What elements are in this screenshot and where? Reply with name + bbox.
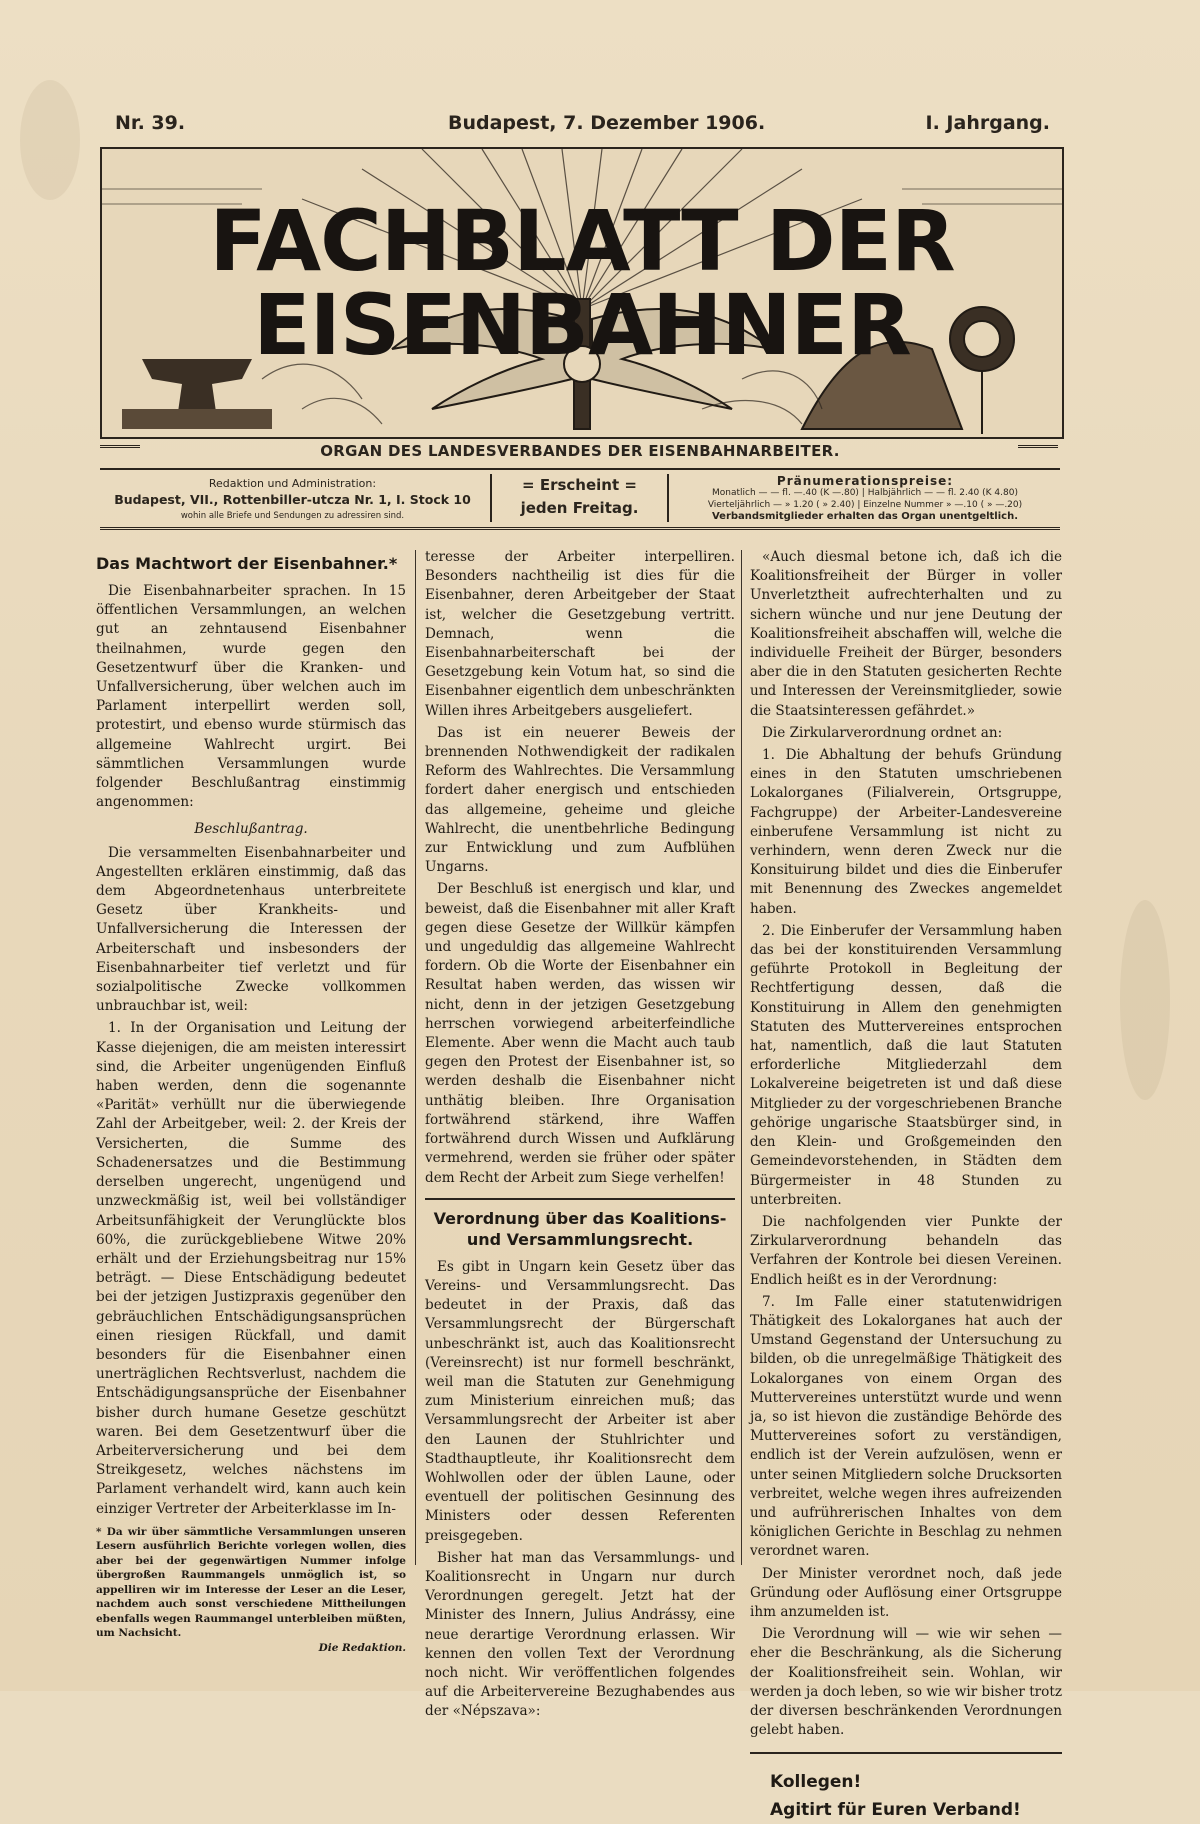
schedule-line-1: = Erscheint = (522, 476, 637, 494)
paragraph: 7. Im Falle einer statutenwidrigen Thätigkeit des Lokalorganes hat auch der Umstand Gegenstand der Untersuchung zu bilden, ob die unregelmäßige Thätigkeit des Lokalorganes von einem Organ des Muttervereines unterstützt wurde und wenn ja, so ist hievon die zuständige Behörde des Muttervereines sofort zu verständigen, endlich ist der Verein aufzulösen, wenn er unter seinen Mitgliedern solche Drucksorten verbreitet, welche wegen ihres aufreizenden und aufrührerischen Inhaltes von dem königlichen Gerichte in Beschlag zu nehmen verordnet waren. (750, 1293, 1062, 1560)
prices-note: Verbandsmitglieder erhalten das Organ unentgeltlich. (711, 511, 1019, 522)
newspaper-title: FACHBLATT DER EISENBAHNER (209, 192, 955, 374)
paragraph: Der Beschluß ist energisch und klar, und beweist, daß die Eisenbahner mit aller Kraft gegen diese Gesetze der Willkür kämpfen und ungeduldig das allgemeine Wahlrecht fordern. Ob die Worte der Eisenbahner ein Resultat haben werden, das wissen wir nicht, denn in der jetzigen Gesetzgebung herrschen vorwiegend arbeiterfeindliche Elemente. Aber wenn die Macht auch taub gegen den Protest der Eisenbahner ist, so werden deshalb die Eisenbahner nicht unthätig bleiben. Ihre Organisation fortwährend stärkend, ihre Waffen fortwährend durch Wissen und Aufklärung vermehrend, werden sie früher oder später dem Recht der Arbeit zum Siege verhelfen! (425, 881, 735, 1186)
prices-row: Monatlich — — fl. —.40 (K —.80) | Halbjährlich — — fl. 2.40 (K 4.80) (712, 488, 1018, 498)
appeal-box (750, 1752, 1062, 1824)
footnote-signature: Die Redaktion. (318, 1641, 406, 1654)
article-heading: Das Machtwort der Eisenbahner.* (96, 554, 398, 573)
column-1 (96, 548, 406, 1655)
paragraph: 1. In der Organisation und Leitung der Kasse diejenigen, die am meisten interessirt sind, die Arbeiter ungenügenden Einfluß haben werden, denn die sogenannte «Parität» verhüllt nur die überwiegende Zahl der Arbeitgeber, weil: 2. der Kreis der Versicherten, die Summe des Schadenersatzes und die Bestimmung derselben ungerecht, ungenügend und unzweckmäßig ist, weil bei vollständiger Arbeitsunfähigkeit der Verunglückte blos 60%, die zurückgebliebene Witwe 20% erhält und der Erziehungsbeitrag nur 15% beträgt. — Diese Entschädigung bedeutet bei der jetzigen Justizpraxis gegenüber den gebräuchlichen Entschädigungsansprüchen einen riesigen Rückfall, und damit besonders für die Eisenbahner einen unerträglichen Rechtsverlust, nachdem die Entschädigungsansprüche der Eisenbahner bisher durch humane Gesetze geschützt waren. Bei dem Gesetzentwurf über die Arbeiterversicherung und bei dem Streikgesetz, welches nächstens im Parlament verhandelt wird, kann auch kein einziger Vertreter der Arbeiterklasse im In- (96, 1020, 406, 1517)
issue-number: Nr. 39. (115, 112, 186, 134)
paragraph: «Auch diesmal betone ich, daß ich die Koalitionsfreiheit der Bürger in voller Unverletztheit aufrechterhalten und zu sichern wünche und nur jene Deutung der Koalitionsfreiheit abschaffen will, welche die individuelle Freiheit der Bürger, besonders aber die in den Statuten gesicherten Rechte und Interessen der Vereinsmitglieder, sowie die Staatsinteressen gefährdet.» (750, 549, 1062, 719)
paragraph: Die nachfolgenden vier Punkte der Zirkularverordnung behandeln das Verfahren der Kontrole bei diesen Vereinen. Endlich heißt es in der Verordnung: (750, 1213, 1062, 1288)
paragraph: Das ist ein neuerer Beweis der brennenden Nothwendigkeit der radikalen Reform des Wahlrechtes. Die Versammlung fordert daher energisch und entschieden das allgemeine, geheime und gleiche Wahlrecht, die unentbehrliche Bedingung zur Entwicklung und zum Aufblühen Ungarns. (425, 724, 735, 876)
paragraph: Bisher hat man das Versammlungs- und Koalitionsrecht in Ungarn nur durch Verordnungen geregelt. Jetzt hat der Minister des Innern, Julius Andrássy, eine neue derartige Verordnung erlassen. Wir kennen den vollen Text der Verordnung noch nicht. Wir veröffentlichen folgendes auf die Arbeitervereine Bezughabendes aus der «Népszava»: (425, 1549, 735, 1720)
paragraph: 1. Die Abhaltung der behufs Gründung eines in den Statuten umschriebenen Lokalorganes (Filialverein, Ortsgruppe, Fachgruppe) der Arbeiter-Landesvereine einberufene Versammlung ist nicht zu verhindern, wenn deren Zweck nur die Konsituirung bildet und dies die Einberufer mit Benennung des Zweckes angemeldet haben. (750, 747, 1062, 917)
info-bar (100, 468, 1060, 530)
prices-row: Vierteljährlich — » 1.20 ( » 2.40) | Einzelne Nummer » —.10 ( » —.20) (707, 500, 1023, 510)
paragraph: Die Verordnung will — wie wir sehen — eher die Beschränkung, als die Sicherung der Koalitionsfreiheit sein. Wohlan, wir werden ja doch leben, so wie wir bisher trotz der diversen beschränkenden Verordnungen gelebt haben. (750, 1626, 1062, 1739)
dateline: Budapest, 7. Dezember 1906. (448, 112, 766, 134)
paragraph: Die versammelten Eisenbahnarbeiter und Angestellten erklären einstimmig, daß das dem Abgeordnetenhaus unterbreitete Gesetz über Krankheits- und Unfallversicherung die Interessen der Arbeiterschaft und insbesonders der Eisenbahnarbeiter tief verletzt und für sozialpolitische Zwecke vollkommen unbrauchbar ist, weil: (96, 844, 406, 1015)
masthead (100, 147, 1064, 439)
paragraph: 2. Die Einberufer der Versammlung haben das bei der konstituirenden Versammlung geführte Protokoll in Begleitung der Rechtfertigung dessen, daß die Konstituirung in Allem den genehmigten Statuten des Muttervereines entsprochen hat, namentlich, daß die laut Statuten erforderliche Mitgliederzahl dem Lokalvereine beigetreten ist und daß diese Mitglieder zu der vorgeschriebenen Branche gehörige ungarische Staatsbürger sind, in den Klein- und Großgemeinden den Gemeindevorstehenden, in Städten dem Bürgermeister in 48 Stunden zu unterbreiten. (750, 922, 1062, 1208)
column-2 (425, 548, 735, 1725)
paper-stain (1120, 900, 1170, 1100)
paragraph: Die Eisenbahnarbeiter sprachen. In 15 öffentlichen Versammlungen, an welchen gut an zehntausend Eisenbahner theilnahmen, wurde gegen den Gesetzentwurf über die Kranken- und Unfallversicherung, über welchen auch im Parlament interpellirt werden soll, protestirt, und ebenso wurde stürmisch das allgemeine Wahlrecht urgirt. Bei sämmtlichen Versammlungen wurde folgender Beschlußantrag einstimmig angenommen: (96, 583, 406, 811)
publication-schedule (490, 474, 669, 522)
appeal-line-1: Kollegen! (770, 1772, 862, 1793)
paragraph: teresse der Arbeiter interpelliren. Besonders nachtheilig ist dies für die Eisenbahner, deren Arbeitgeber der Staat ist, welcher die Gesetzgebung vertritt. Demnach, wenn die Eisenbahnarbeiterschaft bei der Gesetzgebung kein Votum hat, so sind die Eisenbahner eigentlich dem unbeschränkten Willen ihres Arbeitgebers ausgeliefert. (425, 549, 735, 719)
column-rule (741, 550, 742, 1565)
redaction-note: wohin alle Briefe und Sendungen zu adressiren sind. (180, 511, 405, 521)
column-3 (750, 548, 1062, 1824)
footnote (96, 1525, 406, 1656)
redaction-info (100, 476, 485, 524)
paper-stain (20, 80, 80, 200)
redaction-label: Redaktion und Administration: (208, 477, 377, 490)
volume-year: I. Jahrgang. (925, 112, 1050, 134)
paragraph: Die Zirkularverordnung ordnet an: (762, 724, 1003, 741)
schedule-line-2: jeden Freitag. (520, 499, 639, 517)
organ-subtitle: ORGAN DES LANDESVERBANDES DER EISENBAHNARBEITER. (320, 442, 840, 460)
anvil-left (122, 359, 272, 429)
appeal-line-2: Agitirt für Euren Verband! (770, 1800, 1021, 1821)
article-heading: Verordnung über das Koalitions- und Versammlungsrecht. (425, 1198, 735, 1250)
prices-title: Pränumerationspreise: (776, 474, 954, 488)
subheading: Beschlußantrag. (194, 821, 308, 838)
subscription-prices (670, 475, 1060, 523)
issue-line (115, 112, 1050, 138)
redaction-address: Budapest, VII., Rottenbiller-utcza Nr. 1, I. Stock 10 (114, 492, 471, 507)
column-rule (415, 550, 416, 1565)
paragraph: Der Minister verordnet noch, daß jede Gründung oder Auflösung einer Ortsgruppe ihm anzumelden ist. (750, 1565, 1062, 1620)
paragraph: Es gibt in Ungarn kein Gesetz über das Vereins- und Versammlungsrecht. Das bedeutet in der Praxis, daß das Versammlungsrecht der Bürgerschaft unbeschränkt ist, auch das Koalitionsrecht (Vereinsrecht) ist nur formell beschränkt, weil man die Statuten zur Genehmigung zum Ministerium einreichen muß; das Versammlungsrecht der Arbeiter ist aber den Launen der Stuhlrichter und Stadthauptleute, ihr Koalitionsrecht dem Wohlwollen oder der üblen Laune, oder eventuell der politischen Gesinnung des Ministers oder dessen Referenten preisgegeben. (425, 1258, 735, 1544)
footnote-text: * Da wir über sämmtliche Versammlungen unseren Lesern ausführlich Berichte vorlegen wollen, dies aber bei der gegenwärtigen Nummer infolge übergroßen Raummangels unmöglich ist, so appelliren wir im Interesse der Leser an die Leser, nachdem auch sonst verschiedene Mittheilungen ebenfalls wegen Raummangel unterbleiben müßten, um Nachsicht. (96, 1525, 406, 1640)
